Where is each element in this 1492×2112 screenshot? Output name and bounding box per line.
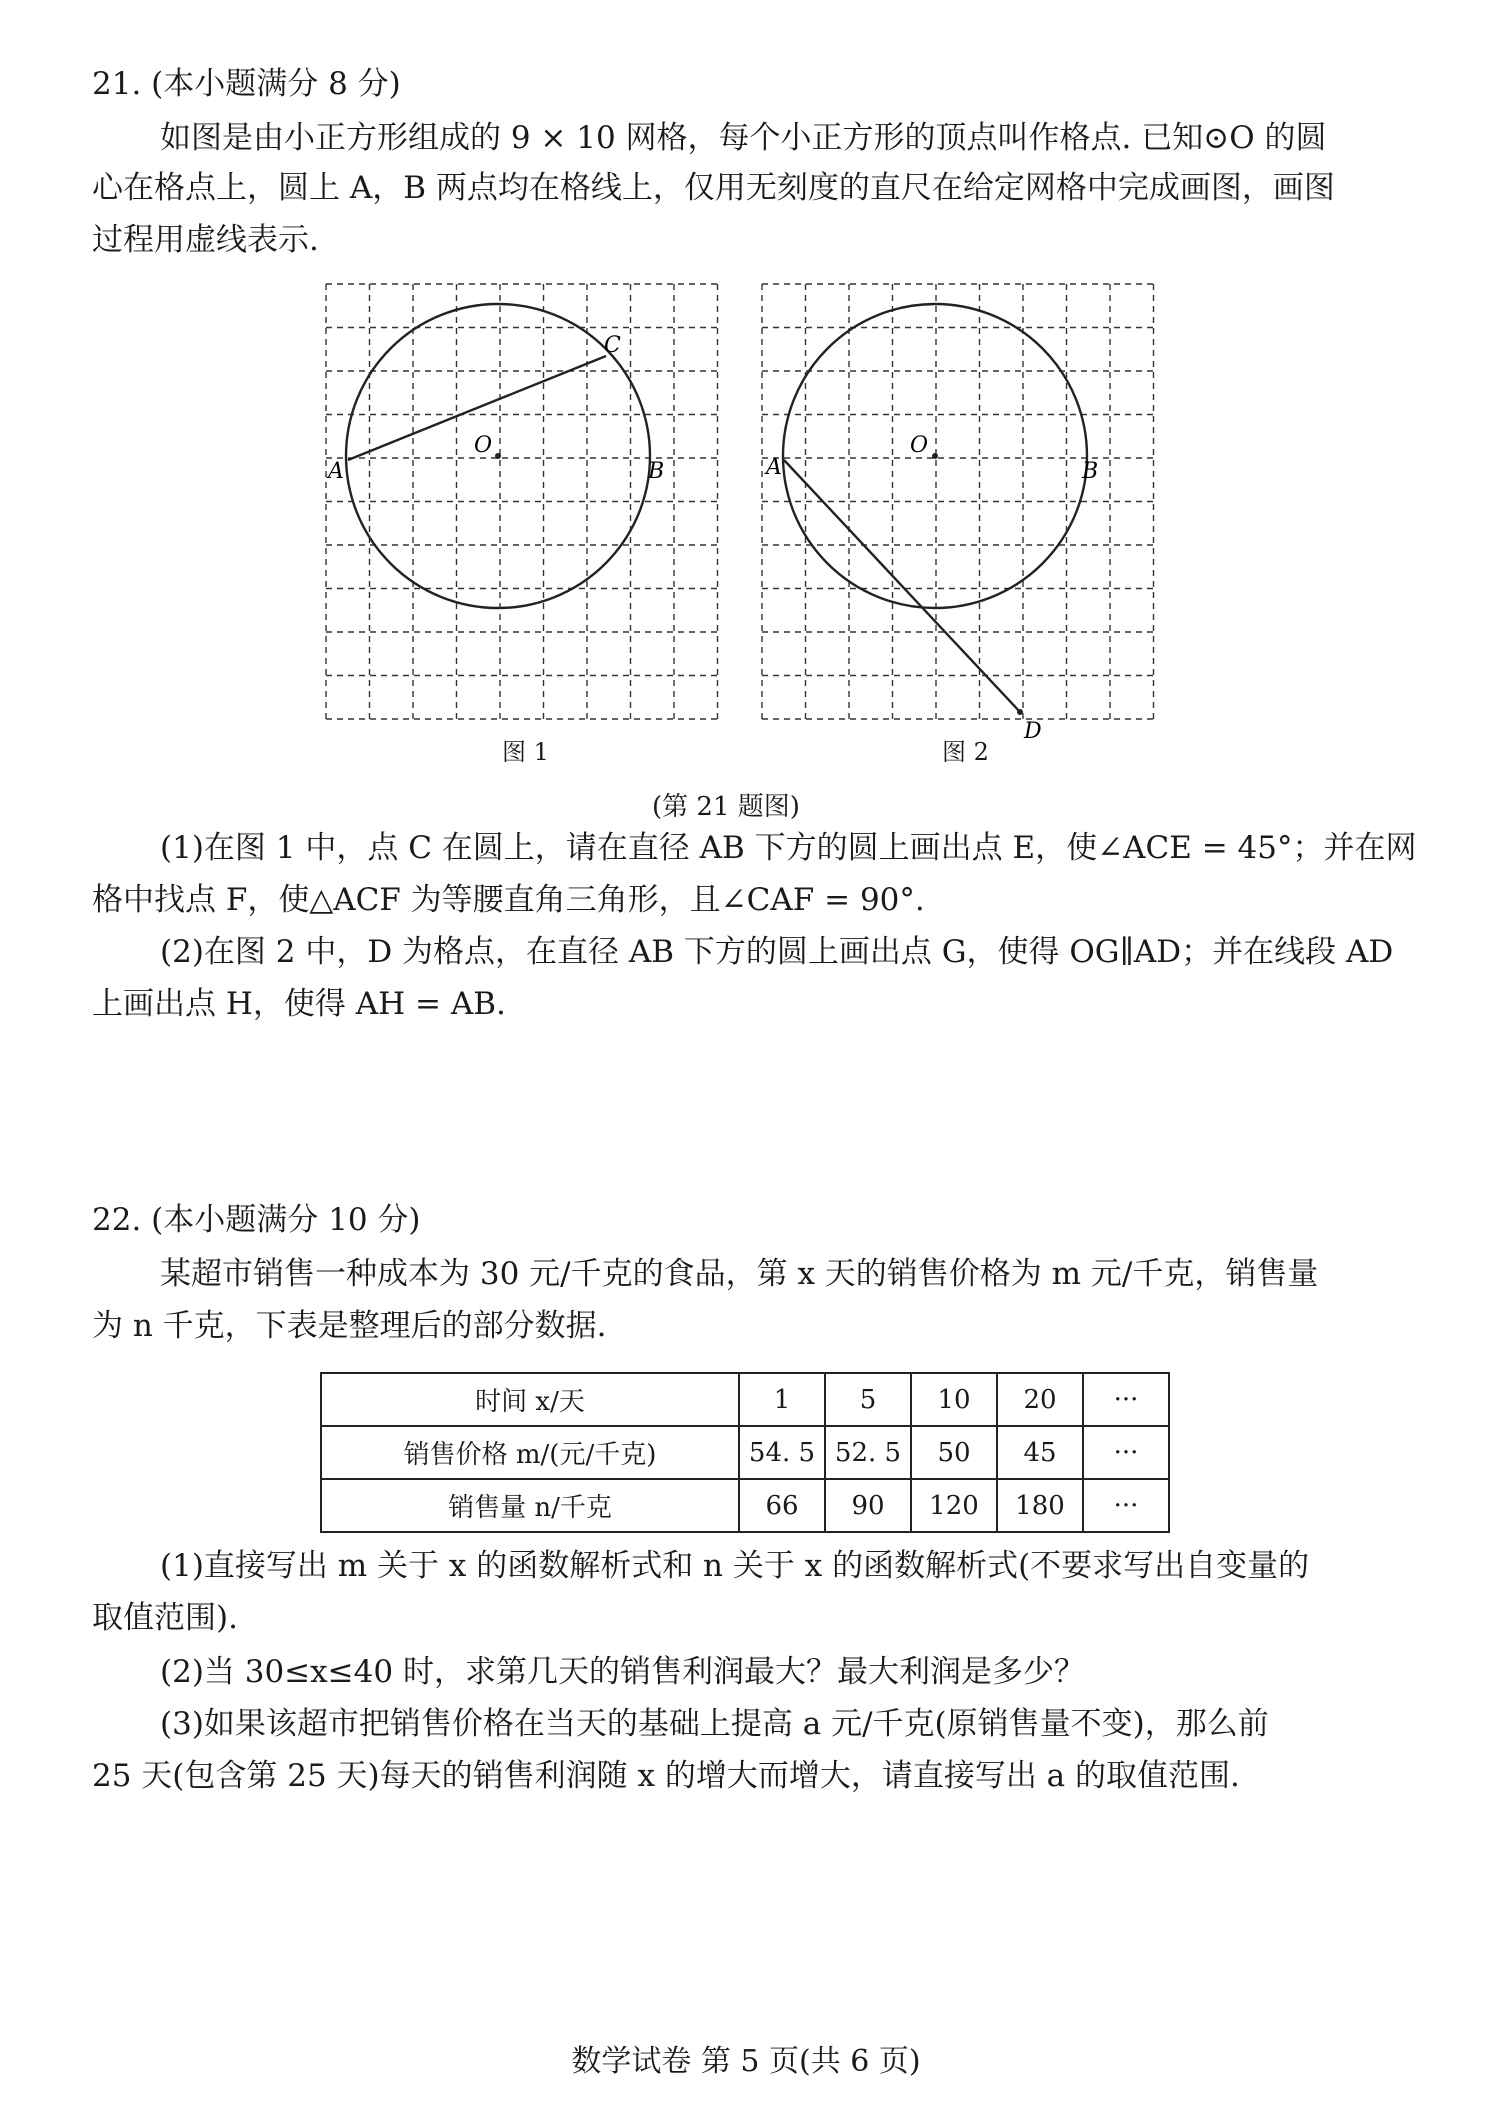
- figure2-grid: [762, 284, 1154, 719]
- q22-part3-line1: (3)如果该超市把销售价格在当天的基础上提高 a 元/千克(原销售量不变)，那么前: [160, 1706, 1269, 1742]
- table-cell: 180: [997, 1479, 1083, 1532]
- table-row: [321, 1479, 1169, 1532]
- q22-part1-line2: 取值范围).: [92, 1600, 238, 1636]
- figure2-label-D: D: [1024, 719, 1042, 744]
- q21-intro-line1: 如图是由小正方形组成的 9 × 10 网格，每个小正方形的顶点叫作格点. 已知⊙O 的圆: [160, 120, 1327, 156]
- sales-data-table: [320, 1372, 1170, 1533]
- table-cell: 120: [911, 1479, 997, 1532]
- q22-heading: 22. (本小题满分 10 分): [92, 1202, 421, 1238]
- figure1-point-O: [495, 453, 501, 459]
- table-cell: 50: [911, 1426, 997, 1479]
- table-row: [321, 1426, 1169, 1479]
- figure-caption: (第 21 题图): [652, 792, 800, 822]
- figure2-point-D: [1017, 709, 1023, 715]
- figure1-label-O: O: [474, 433, 493, 458]
- page-footer: 数学试卷 第 5 页(共 6 页): [571, 2044, 921, 2079]
- table-cell: 时间 x/天: [321, 1373, 739, 1426]
- table-cell: 54. 5: [739, 1426, 825, 1479]
- figure2-caption: 图 2: [942, 738, 989, 766]
- table-cell: 1: [739, 1373, 825, 1426]
- q21-part2-line1: (2)在图 2 中，D 为格点，在直径 AB 下方的圆上画出点 G，使得 OG∥AD；并在线段 AD: [160, 934, 1394, 970]
- figure2-label-B: B: [1082, 459, 1099, 484]
- figure1-caption: 图 1: [502, 738, 549, 766]
- table-cell: 销售量 n/千克: [321, 1479, 739, 1532]
- table-cell: 66: [739, 1479, 825, 1532]
- figure1-grid: [326, 284, 718, 719]
- q22-part1-line1: (1)直接写出 m 关于 x 的函数解析式和 n 关于 x 的函数解析式(不要求写出自变量的: [160, 1548, 1310, 1584]
- q21-part1-line2: 格中找点 F，使△ACF 为等腰直角三角形，且∠CAF = 90°.: [92, 882, 925, 918]
- table-cell: 52. 5: [825, 1426, 911, 1479]
- figure1-label-B: B: [648, 459, 665, 484]
- q21-part1-line1: (1)在图 1 中，点 C 在圆上，请在直径 AB 下方的圆上画出点 E，使∠ACE = 45°；并在网: [160, 830, 1417, 866]
- figure1-label-A: A: [328, 459, 344, 484]
- table-row: [321, 1373, 1169, 1426]
- figure2-label-A: A: [766, 455, 782, 480]
- q21-part2-line2: 上画出点 H，使得 AH = AB.: [92, 986, 506, 1022]
- figure2-point-O: [932, 453, 938, 459]
- figure1-label-C: C: [604, 333, 621, 358]
- table-cell: ···: [1083, 1426, 1169, 1479]
- q22-intro-line1: 某超市销售一种成本为 30 元/千克的食品，第 x 天的销售价格为 m 元/千克，销售量: [160, 1256, 1319, 1292]
- table-cell: 10: [911, 1373, 997, 1426]
- table-cell: ···: [1083, 1479, 1169, 1532]
- table-cell: ···: [1083, 1373, 1169, 1426]
- q22-part2-line1: (2)当 30≤x≤40 时，求第几天的销售利润最大？最大利润是多少？: [160, 1654, 1085, 1690]
- q21-intro-line3: 过程用虚线表示.: [92, 222, 319, 258]
- q22-part3-line2: 25 天(包含第 25 天)每天的销售利润随 x 的增大而增大，请直接写出 a 的取值范围.: [92, 1758, 1240, 1794]
- table-cell: 45: [997, 1426, 1083, 1479]
- table-cell: 5: [825, 1373, 911, 1426]
- figure2-segment-AD: [784, 460, 1020, 712]
- table-cell: 销售价格 m/(元/千克): [321, 1426, 739, 1479]
- figure2-label-O: O: [910, 433, 929, 458]
- table-cell: 20: [997, 1373, 1083, 1426]
- q21-heading: 21. (本小题满分 8 分): [92, 66, 401, 102]
- table-cell: 90: [825, 1479, 911, 1532]
- q22-intro-line2: 为 n 千克，下表是整理后的部分数据.: [92, 1308, 607, 1344]
- q21-intro-line2: 心在格点上，圆上 A，B 两点均在格线上，仅用无刻度的直尺在给定网格中完成画图，画图: [92, 170, 1335, 206]
